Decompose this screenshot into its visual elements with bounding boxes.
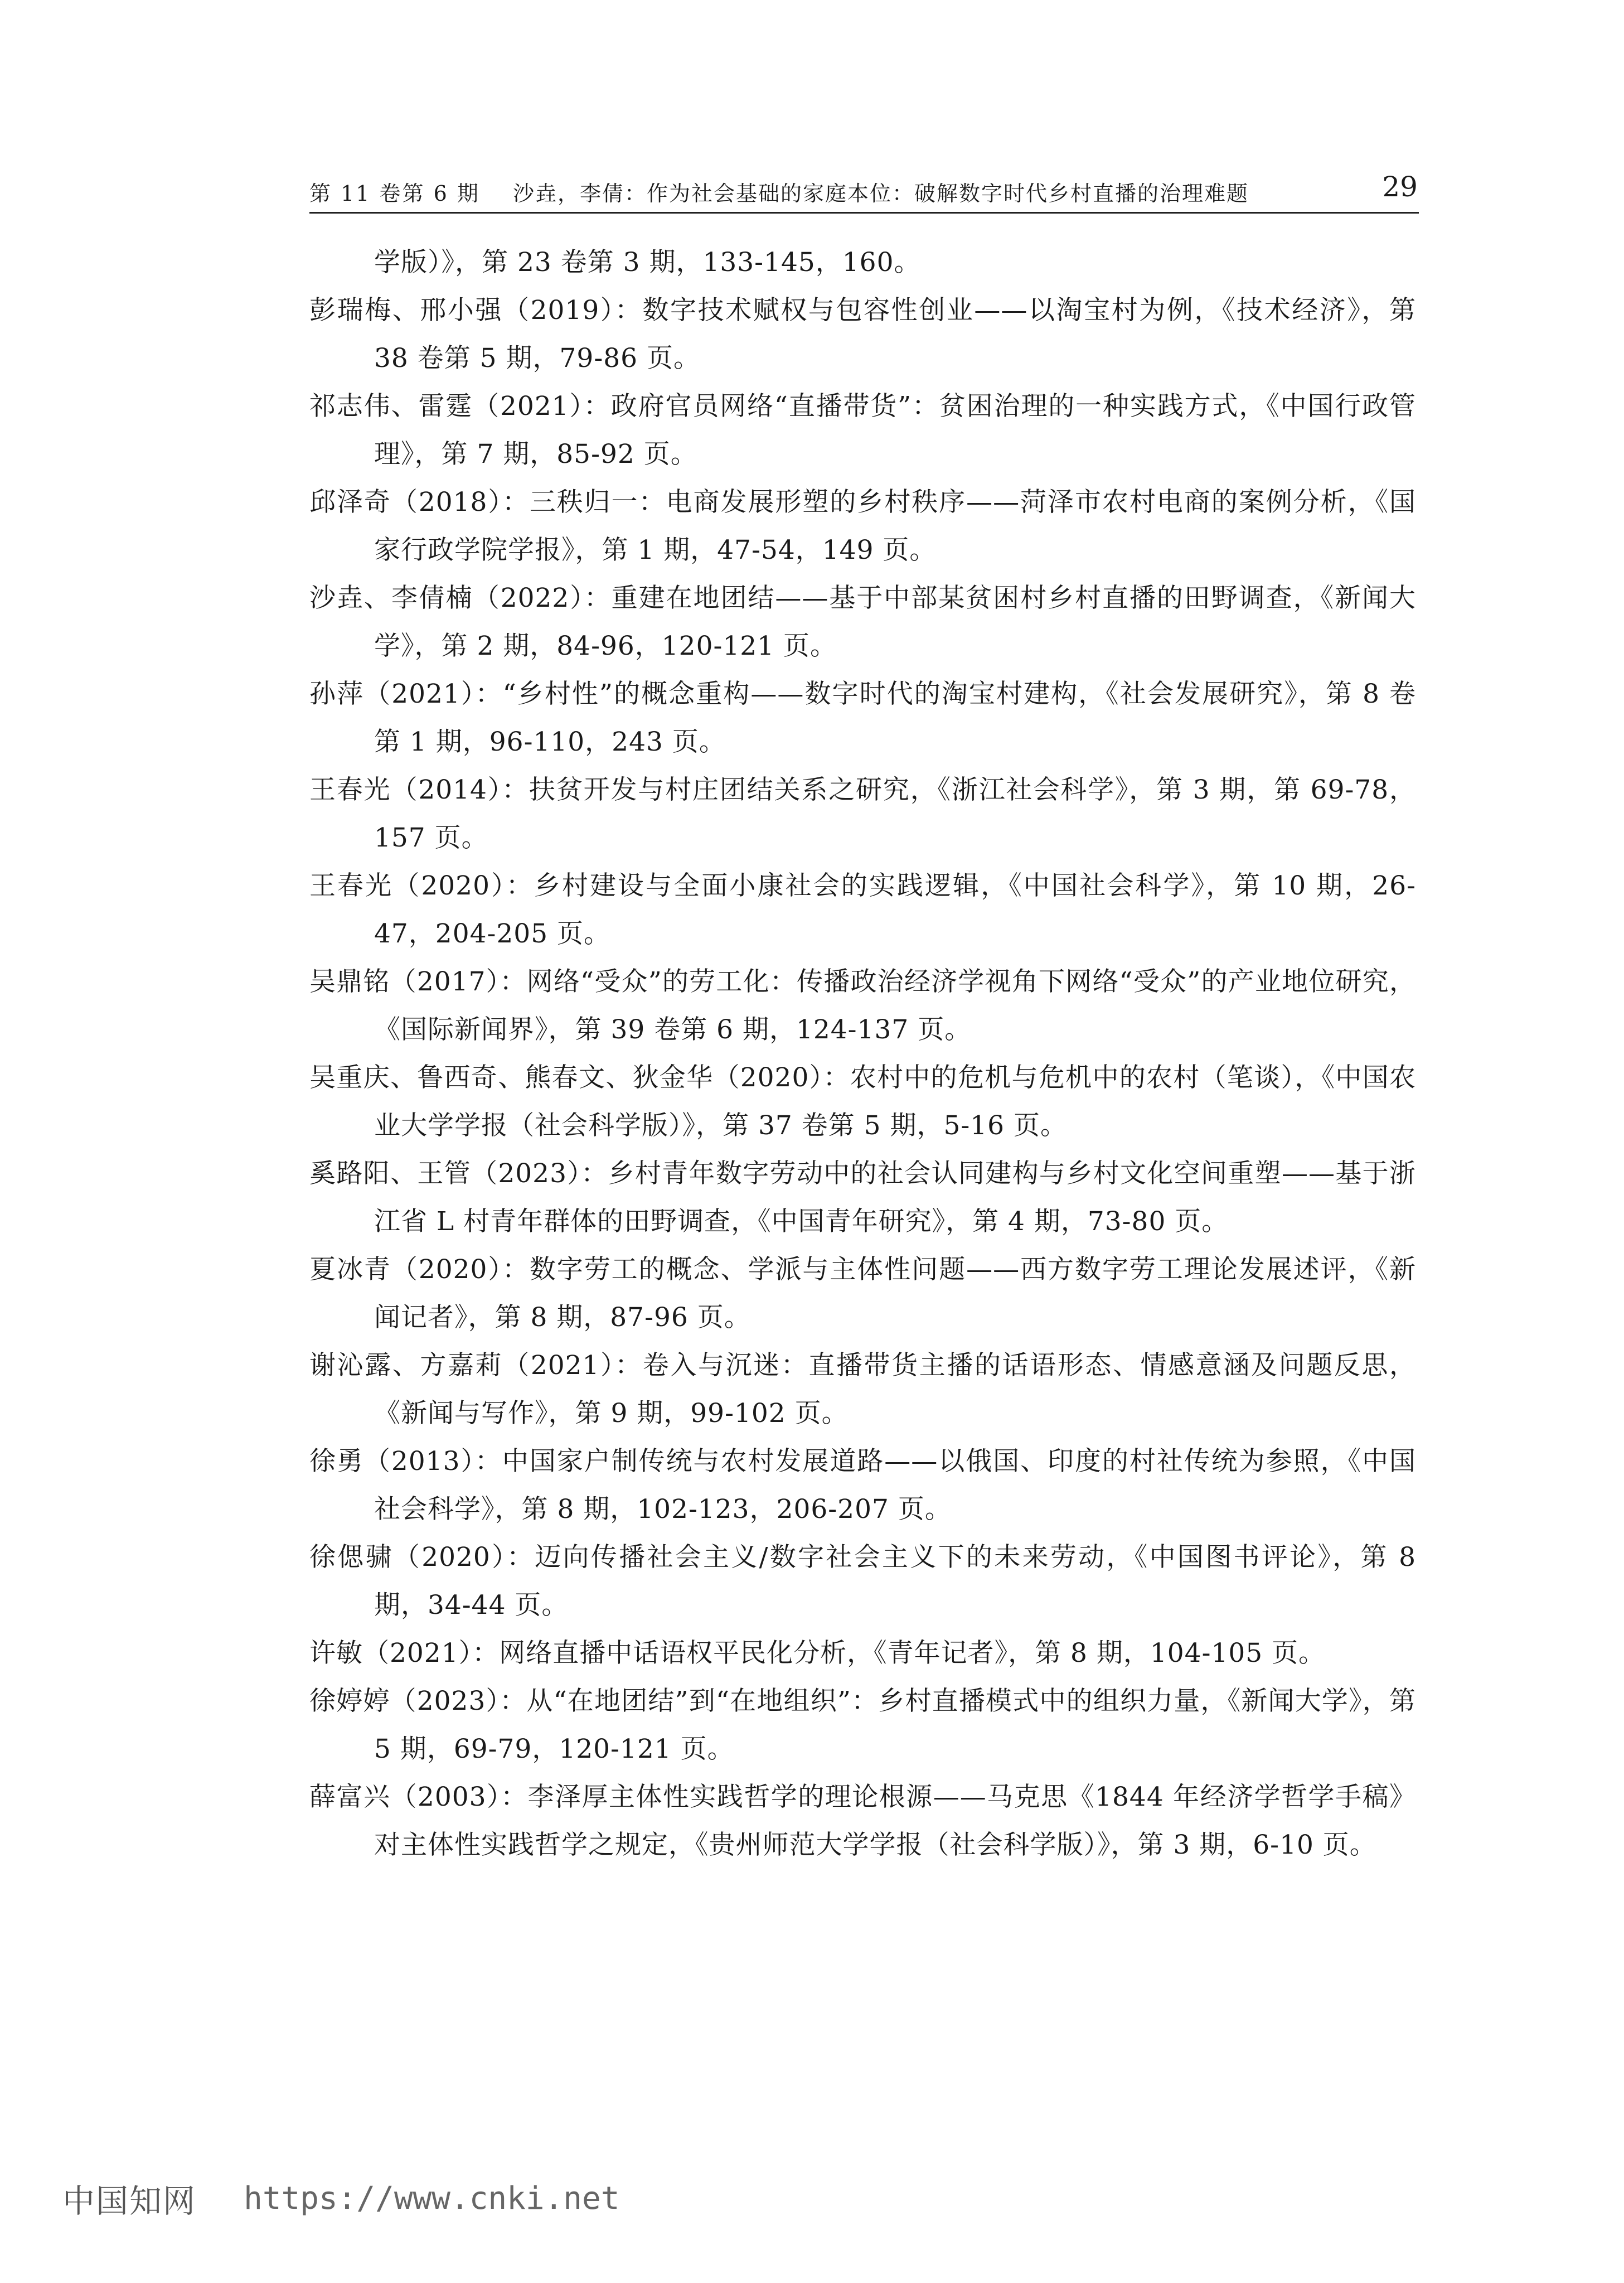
watermark-footer xyxy=(62,2175,619,2219)
reference-entry: 彭瑞梅、邢小强（2019）：数字技术赋权与包容性创业——以淘宝村为例，《技术经济》，第 38 卷第 5 期，79-86 页。 xyxy=(309,295,1416,374)
reference-entry: 许敏（2021）：网络直播中话语权平民化分析，《青年记者》，第 8 期，104-105 页。 xyxy=(309,1638,1326,1668)
reference-entry: 奚路阳、王管（2023）：乡村青年数字劳动中的社会认同建构与乡村文化空间重塑——基于浙江省 L 村青年群体的田野调查，《中国青年研究》，第 4 期，73-80 页。 xyxy=(309,1158,1416,1237)
cnki-url: https://www.cnki.net xyxy=(244,2180,620,2217)
reference-entry: 王春光（2020）：乡村建设与全面小康社会的实践逻辑，《中国社会科学》，第 10 期，26-47，204-205 页。 xyxy=(309,870,1416,949)
reference-entry: 谢沁露、方嘉莉（2021）：卷入与沉迷：直播带货主播的话语形态、情感意涵及问题反思，《新闻与写作》，第 9 期，99-102 页。 xyxy=(309,1350,1416,1429)
reference-entry: 夏冰青（2020）：数字劳工的概念、学派与主体性问题——西方数字劳工理论发展述评，《新闻记者》，第 8 期，87-96 页。 xyxy=(309,1254,1416,1333)
running-header xyxy=(309,167,1419,214)
reference-entry: 王春光（2014）：扶贫开发与村庄团结关系之研究，《浙江社会科学》，第 3 期，第 69-78，157 页。 xyxy=(309,775,1416,853)
reference-entry: 沙垚、李倩楠（2022）：重建在地团结——基于中部某贫困村乡村直播的田野调查，《新闻大学》，第 2 期，84-96，120-121 页。 xyxy=(309,583,1416,661)
reference-entry: 徐婷婷（2023）：从“在地团结”到“在地组织”：乡村直播模式中的组织力量，《新闻大学》，第 5 期，69-79，120-121 页。 xyxy=(309,1686,1416,1764)
reference-entry: 吴重庆、鲁西奇、熊春文、狄金华（2020）：农村中的危机与危机中的农村（笔谈），《中国农业大学学报（社会科学版）》，第 37 卷第 5 期，5-16 页。 xyxy=(309,1062,1416,1141)
reference-entry: 孙萍（2021）：“乡村性”的概念重构——数字时代的淘宝村建构，《社会发展研究》，第 8 卷第 1 期，96-110，243 页。 xyxy=(309,679,1416,757)
reference-entry: 邱泽奇（2018）：三秩归一：电商发展形塑的乡村秩序——菏泽市农村电商的案例分析，《国家行政学院学报》，第 1 期，47-54，149 页。 xyxy=(309,487,1416,565)
reference-entry: 吴鼎铭（2017）：网络“受众”的劳工化：传播政治经济学视角下网络“受众”的产业地位研究，《国际新闻界》，第 39 卷第 6 期，124-137 页。 xyxy=(309,966,1416,1045)
cnki-brand: 中国知网 xyxy=(62,2182,197,2220)
article-running-title: 沙垚，李倩：作为社会基础的家庭本位：破解数字时代乡村直播的治理难题 xyxy=(513,181,1249,206)
reference-entry: 薛富兴（2003）：李泽厚主体性实践哲学的理论根源——马克思《1844 年经济学哲学手稿》对主体性实践哲学之规定，《贵州师范大学学报（社会科学版）》，第 3 期，6-10 页。 xyxy=(309,1782,1416,1860)
reference-entry: 徐偲骕（2020）：迈向传播社会主义/数字社会主义下的未来劳动，《中国图书评论》，第 8 期，34-44 页。 xyxy=(309,1542,1416,1621)
reference-entry: 祁志伟、雷霆（2021）：政府官员网络“直播带货”：贫困治理的一种实践方式，《中国行政管理》，第 7 期，85-92 页。 xyxy=(309,391,1416,470)
reference-list xyxy=(309,239,1416,1869)
reference-entry-continued: 学版）》，第 23 卷第 3 期，133-145，160。 xyxy=(374,247,921,278)
reference-entry: 徐勇（2013）：中国家户制传统与农村发展道路——以俄国、印度的村社传统为参照，《中国社会科学》，第 8 期，102-123，206-207 页。 xyxy=(309,1446,1416,1525)
page-number: 29 xyxy=(1382,171,1418,203)
journal-issue: 第 11 卷第 6 期 xyxy=(309,181,480,206)
